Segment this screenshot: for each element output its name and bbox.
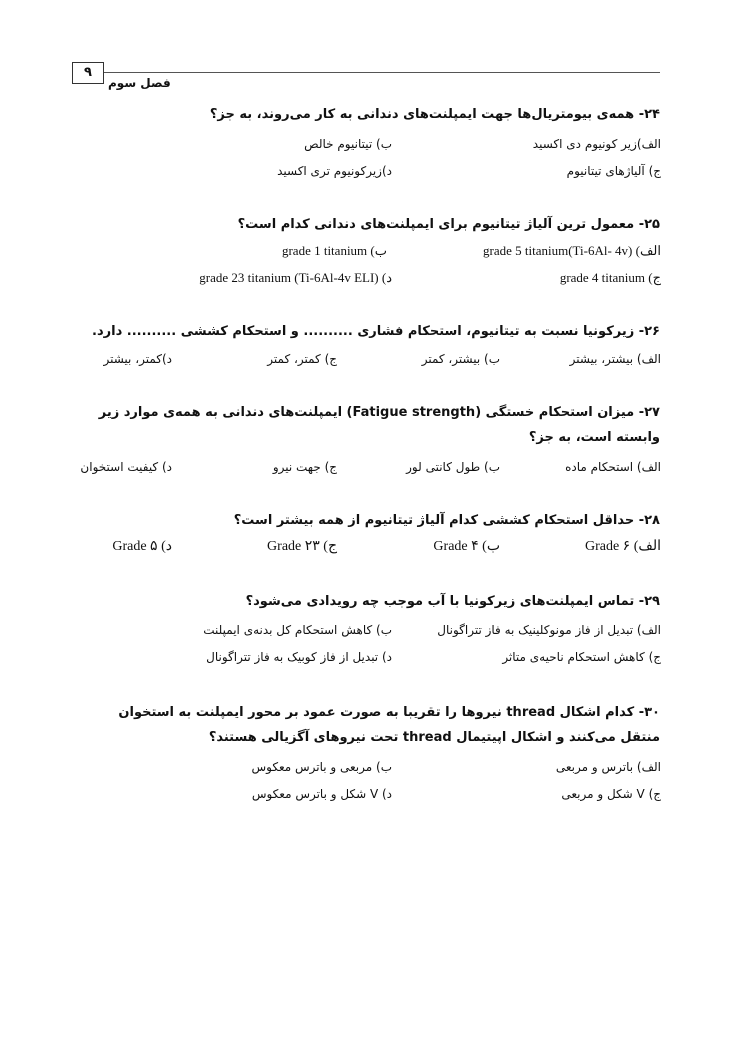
q28-option-d: د) Grade ۵ — [112, 539, 172, 554]
question-26: ۲۶- زیرکونیا نسبت به تیتانیوم، استحکام فشاری .......... و استحکام کششی .......... دارد. — [92, 324, 660, 339]
q27-option-d: د) کیفیت استخوان — [80, 460, 172, 474]
q26-option-d: د)کمتر، بیشتر — [103, 352, 172, 366]
q24-option-c: ج) آلیاژهای تیتانیوم — [566, 164, 661, 178]
q29-option-d: د) تبدیل از فاز کوبیک به فاز تتراگونال — [206, 650, 392, 664]
q27-option-c: ج) جهت نیرو — [272, 460, 337, 474]
q24-option-d: د)زیرکونیوم تری اکسید — [277, 164, 392, 178]
q27-option-b: ب) طول کانتی لور — [406, 460, 500, 474]
q27-option-a: الف) استحکام ماده — [565, 460, 661, 474]
q26-option-b: ب) بیشتر، کمتر — [421, 352, 500, 366]
question-25: ۲۵- معمول ترین آلیاژ تیتانیوم برای ایمپلنت‌های دندانی کدام است؟ — [237, 217, 660, 232]
question-29: ۲۹- تماس ایمپلنت‌های زیرکونیا با آب موجب چه رویدادی می‌شود؟ — [245, 594, 660, 609]
question-27: ۲۷- میزان استحکام خستگی (Fatigue strength) ایمپلنت‌های دندانی به همه‌ی موارد زیر وابسته است، به جز؟ — [98, 405, 660, 445]
q30-option-d: د) V شکل و باترس معکوس — [251, 787, 392, 801]
q26-option-c: ج) کمتر، کمتر — [267, 352, 337, 366]
question-28: ۲۸- حداقل استحکام کششی کدام آلیاژ تیتانیوم از همه بیشتر است؟ — [233, 513, 660, 528]
q25-option-d: د) (Ti-6Al-4v ELI) grade 23 titanium — [199, 270, 392, 285]
q28-option-c: ج) Grade ۲۳ — [267, 539, 337, 554]
q25-option-a: الف) (Ti-6Al- 4v)grade 5 titanium — [482, 243, 661, 258]
q30-option-c: ج) V شکل و مربعی — [561, 787, 661, 801]
q29-option-c: ج) کاهش استحکام ناحیه‌ی متاثر — [502, 650, 661, 664]
q25-option-c: ج) grade 4 titanium — [559, 270, 661, 285]
q24-option-b: ب) تیتانیوم خالص — [304, 137, 392, 151]
question-24: ۲۴- همه‌ی بیومتریال‌ها جهت ایمپلنت‌های دندانی به کار می‌روند، به جز؟ — [209, 107, 660, 122]
q24-option-a: الف)زیر کونیوم دی اکسید — [532, 137, 661, 151]
q26-option-a: الف) بیشتر، بیشتر — [569, 352, 661, 366]
question-30: ۳۰- کدام اشکال thread نیروها را تقریبا به صورت عمود بر محور ایمپلنت به استخوان منتقل می‌کنند و اشکال اپیتیمال thread تحت نیروهای آگزیالی هستند؟ — [118, 705, 660, 745]
q30-option-b: ب) مربعی و باترس معکوس — [251, 760, 392, 774]
q28-option-b: ب) Grade ۴ — [433, 539, 500, 554]
chapter-title: فصل سوم — [108, 76, 171, 90]
q30-option-a: الف) باترس و مربعی — [555, 760, 661, 774]
q28-option-a: الف) Grade ۶ — [584, 539, 661, 554]
header-rule — [72, 72, 660, 73]
q29-option-a: الف) تبدیل از فاز مونوکلینیک به فاز تتراگونال — [437, 623, 661, 637]
q29-option-b: ب) کاهش استحکام کل بدنه‌ی ایمپلنت — [203, 623, 392, 637]
page-number: ۹ — [72, 62, 104, 84]
q25-option-b: ب) grade 1 titanium — [281, 243, 387, 258]
